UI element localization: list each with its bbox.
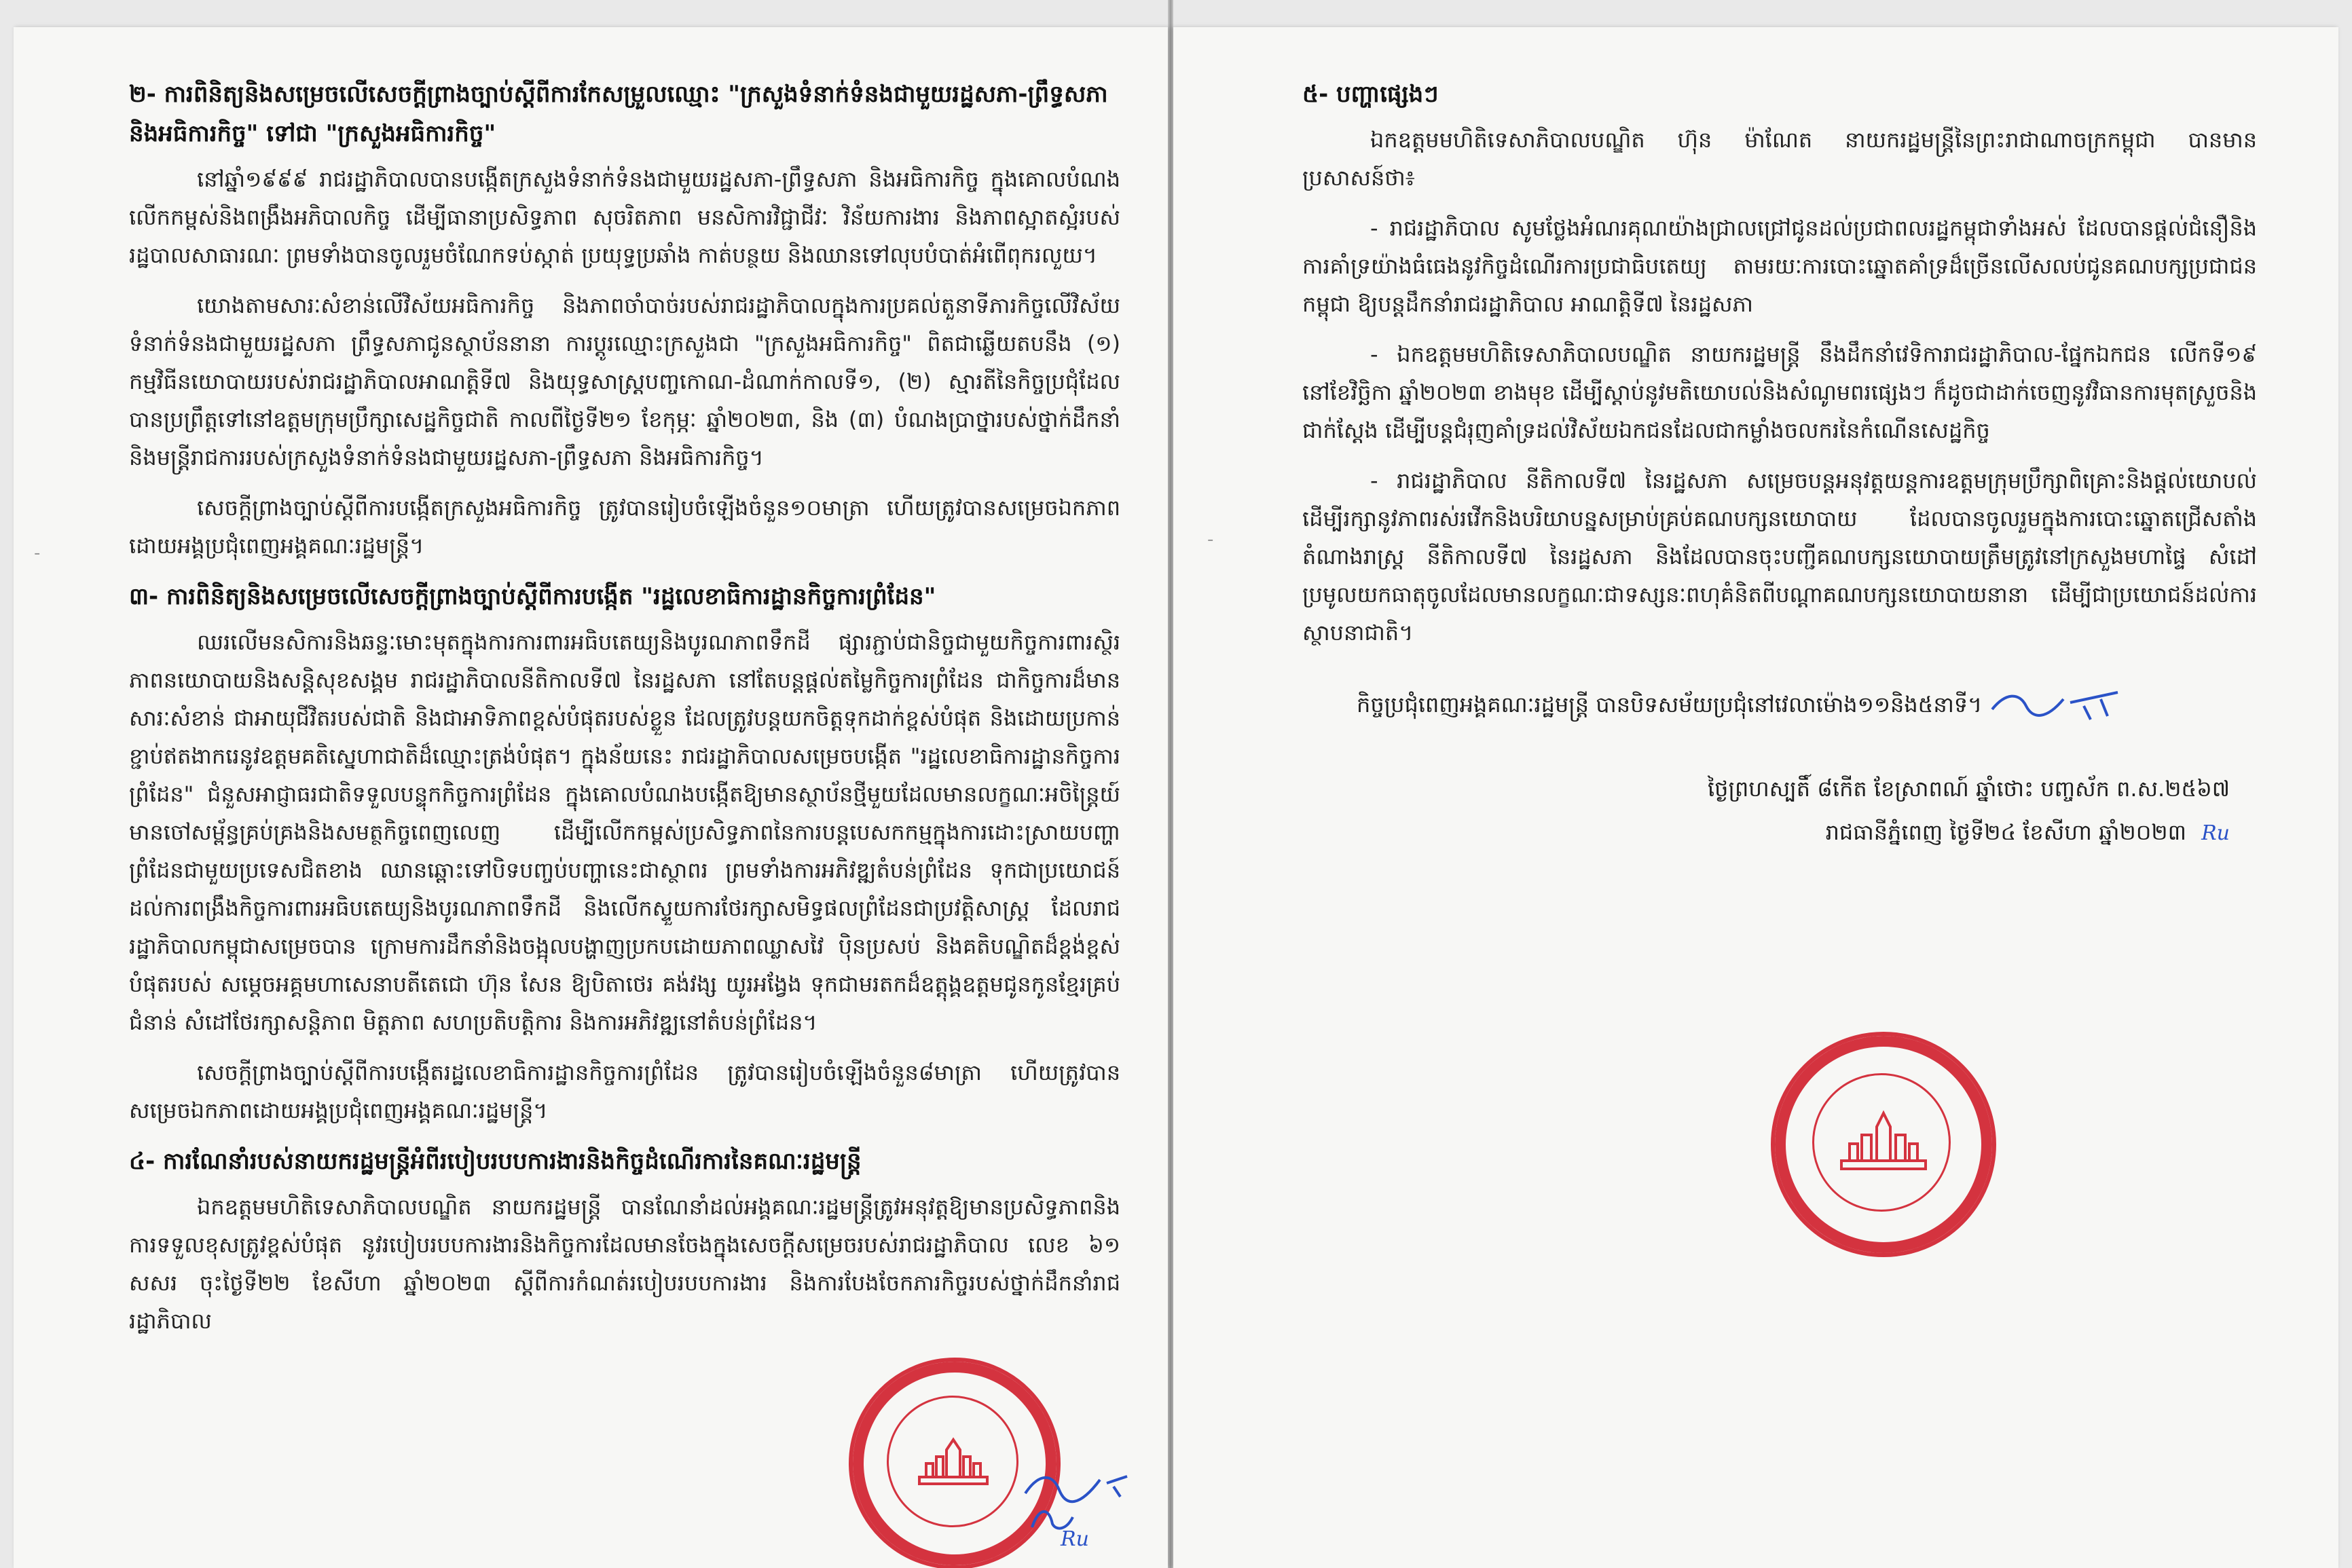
solar-date-line bbox=[1302, 810, 2230, 855]
section-3-paragraph-2: សេចក្តីព្រាងច្បាប់ស្តីពីការបង្កើតរដ្ឋលេខាធិការដ្ឋានកិច្ចការព្រំដែន ត្រូវបានរៀបចំឡើងចំនួន៨មាត្រា ហើយត្រូវបានសម្រេចឯកភាពដោយអង្គប្រជុំពេញអង្គគណៈរដ្ឋមន្ត្រី។ bbox=[129, 1060, 1120, 1123]
right-page-mark: - bbox=[1207, 529, 1214, 550]
section-5-paragraph-2: - ឯកឧត្តមមហិតិទេសាភិបាលបណ្ឌិត នាយករដ្ឋមន្ត្រី នឹងដឹកនាំវេទិការាជរដ្ឋាភិបាល-ផ្នែកឯកជន លើកទី១៩ នៅខែវិច្ឆិកា ឆ្នាំ២០២៣ ខាងមុខ ដើម្បីស្តាប់នូវមតិយោបល់និងសំណូមពរផ្សេងៗ ក៏ដូចជាដាក់ចេញនូវវិធានការមុតស្រួចនិងជាក់ស្តែង ដើម្បីបន្តជំរុញគាំទ្រដល់វិស័យឯកជនដែលជាកម្លាំងចលករនៃកំណើនសេដ្ឋកិច្ច bbox=[1302, 341, 2257, 443]
handwritten-initials-icon bbox=[1989, 686, 2125, 726]
section-3-heading: ៣- ការពិនិត្យនិងសម្រេចលើសេចក្តីព្រាងច្បាប់ស្តីពីការបង្កើត "រដ្ឋលេខាធិការដ្ឋានកិច្ចការព្រំដែន" bbox=[129, 583, 936, 610]
temple-emblem-icon bbox=[913, 1430, 994, 1491]
left-page bbox=[14, 27, 1168, 1568]
section-2-paragraph-1: នៅឆ្នាំ១៩៩៩ រាជរដ្ឋាភិបាលបានបង្កើតក្រសួងទំនាក់ទំនងជាមួយរដ្ឋសភា-ព្រឹទ្ធសភា និងអធិការកិច្ច ក្នុងគោលបំណងលើកកម្ពស់និងពង្រឹងអភិបាលកិច្ច ដើម្បីធានាប្រសិទ្ធភាព សុចរិតភាព មនសិការវិជ្ជាជីវៈ វិន័យការងារ និងភាពស្អាតស្អំរបស់រដ្ឋបាលសាធារណៈ ព្រមទាំងបានចូលរួមចំណែកទប់ស្កាត់ ប្រយុទ្ធប្រឆាំង កាត់បន្ថយ និងឈានទៅលុបបំបាត់អំពើពុករលួយ។ bbox=[129, 166, 1120, 268]
signature-date-block bbox=[1302, 767, 2257, 855]
section-4-paragraph-1: ឯកឧត្តមមហិតិទេសាភិបាលបណ្ឌិត នាយករដ្ឋមន្ត្រី បានណែនាំដល់អង្គគណៈរដ្ឋមន្ត្រីត្រូវអនុវត្តឱ្យមានប្រសិទ្ធភាពនិងការទទួលខុសត្រូវខ្ពស់បំផុត នូវរបៀបរបបការងារនិងកិច្ចការដែលមានចែងក្នុងសេចក្តីសម្រេចរបស់រាជរដ្ឋាភិបាល លេខ ៦១ សសរ ចុះថ្ងៃទី២២ ខែសីហា ឆ្នាំ២០២៣ ស្តីពីការកំណត់របៀបរបបការងារ និងការបែងចែកភារកិច្ចរបស់ថ្នាក់ដឹកនាំរាជរដ្ឋាភិបាល bbox=[129, 1194, 1120, 1334]
section-4 bbox=[129, 1142, 1120, 1340]
section-4-heading: ៤- ការណែនាំរបស់នាយករដ្ឋមន្ត្រីអំពីរបៀបរបបការងារនិងកិច្ចដំណើរការនៃគណៈរដ្ឋមន្ត្រី bbox=[129, 1148, 862, 1175]
solar-date: រាជធានីភ្នំពេញ ថ្ងៃទី២៤ ខែសីហា ឆ្នាំ២០២៣ bbox=[1825, 819, 2186, 845]
section-5-intro: ឯកឧត្តមមហិតិទេសាភិបាលបណ្ឌិត ហ៊ុន ម៉ាណែត នាយករដ្ឋមន្ត្រីនៃព្រះរាជាណាចក្រកម្ពុជា បានមានប្រសាសន៍ថា៖ bbox=[1302, 127, 2257, 191]
lunar-date: ថ្ងៃព្រហស្បតិ៍ ៨កើត ខែស្រាពណ៍ ឆ្នាំថោះ បញ្ចស័ក ព.ស.២៥៦៧ bbox=[1707, 776, 2230, 802]
angkor-temple-emblem-icon bbox=[1836, 1106, 1931, 1174]
section-5-paragraph-1: - រាជរដ្ឋាភិបាល សូមថ្លែងអំណរគុណយ៉ាងជ្រាលជ្រៅជូនដល់ប្រជាពលរដ្ឋកម្ពុជាទាំងអស់ ដែលបានផ្តល់ជំនឿនិងការគាំទ្រយ៉ាងធំធេងនូវកិច្ចដំណើរការប្រជាធិបតេយ្យ តាមរយៈការបោះឆ្នោតគាំទ្រដ៏ច្រើនលើសលប់ជូនគណបក្សប្រជាជនកម្ពុជា ឱ្យបន្តដឹកនាំរាជរដ្ឋាភិបាល អាណត្តិទី៧ នៃរដ្ឋសភា bbox=[1302, 215, 2257, 317]
section-3 bbox=[129, 577, 1120, 1130]
left-initial-text: Ru bbox=[1061, 1527, 1089, 1551]
left-page-mark: - bbox=[34, 543, 41, 563]
section-2 bbox=[129, 75, 1120, 565]
meeting-closing-line bbox=[1302, 686, 2257, 726]
section-2-heading: ២- ការពិនិត្យនិងសម្រេចលើសេចក្តីព្រាងច្បាប់ស្តីពីការកែសម្រួលឈ្មោះ "ក្រសួងទំនាក់ទំនងជាមួយរដ្ឋសភា-ព្រឹទ្ធសភា និងអធិការកិច្ច" ទៅជា "ក្រសួងអធិការកិច្ច" bbox=[129, 81, 1108, 147]
right-initial-text: Ru bbox=[2201, 821, 2230, 845]
section-5-paragraph-3: - រាជរដ្ឋាភិបាល នីតិកាលទី៧ នៃរដ្ឋសភា សម្រេចបន្តអនុវត្តយន្តការឧត្តមក្រុមប្រឹក្សាពិគ្រោះនិងផ្តល់យោបល់ ដើម្បីរក្សានូវភាពរស់រវើកនិងបរិយាបន្នសម្រាប់គ្រប់គណបក្សនយោបាយ ដែលបានចូលរួមក្នុងការបោះឆ្នោតជ្រើសតាំងតំណាងរាស្ត្រ នីតិកាលទី៧ នៃរដ្ឋសភា និងដែលបានចុះបញ្ជីគណបក្សនយោបាយត្រឹមត្រូវនៅក្រសួងមហាផ្ទៃ សំដៅប្រមូលយកធាតុចូលដែលមានលក្ខណៈជាទស្សនៈពហុគំនិតពីបណ្តាគណបក្សនយោបាយនានា ដើម្បីជាប្រយោជន៍ដល់ការស្ថាបនាជាតិ។ bbox=[1302, 468, 2257, 646]
right-page bbox=[1173, 27, 2338, 1568]
section-2-paragraph-2: យោងតាមសារៈសំខាន់លើវិស័យអធិការកិច្ច និងភាពចាំបាច់របស់រាជរដ្ឋាភិបាលក្នុងការប្រគល់តួនាទីភារកិច្ចលើវិស័យទំនាក់ទំនងជាមួយរដ្ឋសភា ព្រឹទ្ធសភាជូនស្ថាប័ននានា ការប្តូរឈ្មោះក្រសួងជា "ក្រសួងអធិការកិច្ច" ពិតជាឆ្លើយតបនឹង (១) កម្មវិធីនយោបាយរបស់រាជរដ្ឋាភិបាលអាណត្តិទី៧ និងយុទ្ធសាស្ត្របញ្ចកោណ-ដំណាក់កាលទី១, (២) ស្មារតីនៃកិច្ចប្រជុំដែលបានប្រព្រឹត្តទៅនៅឧត្តមក្រុមប្រឹក្សាសេដ្ឋកិច្ចជាតិ កាលពីថ្ងៃទី២១ ខែកុម្ភៈ ឆ្នាំ២០២៣, និង (៣) បំណងប្រាថ្នារបស់ថ្នាក់ដឹកនាំនិងមន្ត្រីរាជការរបស់ក្រសួងទំនាក់ទំនងជាមួយរដ្ឋសភា-ព្រឹទ្ធសភា និងអធិការកិច្ច។ bbox=[129, 293, 1121, 470]
seal-stamp-right bbox=[1771, 1032, 1996, 1257]
section-3-paragraph-1: ឈរលើមនសិការនិងឆន្ទៈមោះមុតក្នុងការការពារអធិបតេយ្យនិងបូរណភាពទឹកដី ផ្សារភ្ជាប់ជានិច្ចជាមួយកិច្ចការពារស្ថិរភាពនយោបាយនិងសន្តិសុខសង្គម រាជរដ្ឋាភិបាលនីតិកាលទី៧ នៃរដ្ឋសភា នៅតែបន្តផ្តល់តម្លៃកិច្ចការព្រំដែន ជាកិច្ចការដ៏មានសារៈសំខាន់ ជាអាយុជីវិតរបស់ជាតិ និងជាអាទិភាពខ្ពស់បំផុតរបស់ខ្លួន ដែលត្រូវបន្តយកចិត្តទុកដាក់ខ្ពស់បំផុត និងដោយប្រកាន់ខ្ជាប់ឥតងាករេនូវឧត្តមគតិស្នេហាជាតិដ៏ឈ្មោះត្រង់បំផុត។ ក្នុងន័យនេះ រាជរដ្ឋាភិបាលសម្រេចបង្កើត "រដ្ឋលេខាធិការដ្ឋានកិច្ចការព្រំដែន" ជំនួសអាជ្ញាធរជាតិទទួលបន្ទុកកិច្ចការព្រំដែន ក្នុងគោលបំណងបង្កើតឱ្យមានស្ថាប័នថ្មីមួយដែលមានលក្ខណៈអចិន្ត្រៃយ៍ មានចៅសម្ព័ន្ធគ្រប់គ្រងនិងសមត្ថកិច្ចពេញលេញ ដើម្បីលើកកម្ពស់ប្រសិទ្ធភាពនៃការបន្តបេសកកម្មក្នុងការដោះស្រាយបញ្ហាព្រំដែនជាមួយប្រទេសជិតខាង ឈានឆ្ពោះទៅបិទបញ្ចប់បញ្ហានេះជាស្ថាពរ ព្រមទាំងការអភិវឌ្ឍតំបន់ព្រំដែន ទុកជាប្រយោជន៍ដល់ការពង្រឹងកិច្ចការពារអធិបតេយ្យនិងបូរណភាពទឹកដី និងលើកស្ទួយការថែរក្សាសមិទ្ធផលព្រំដែនជាប្រវត្តិសាស្ត្រ ដែលរាជរដ្ឋាភិបាលកម្ពុជាសម្រេចបាន ក្រោមការដឹកនាំនិងចង្អុលបង្ហាញប្រកបដោយភាពឈ្លាសវៃ ប៉ិនប្រសប់ និងគតិបណ្ឌិតដ៏ខ្ពង់ខ្ពស់បំផុតរបស់ សម្តេចអគ្គមហាសេនាបតីតេជោ ហ៊ុន សែន ឱ្យបិតាថេរ គង់វង្ស យូរអង្វែង ទុកជាមរតកដ៏ឧត្តុង្គឧត្តមជូនកូនខ្មែរគ្រប់ជំនាន់ សំដៅថែរក្សាសន្តិភាព មិត្តភាព សហប្រតិបត្តិការ និងការអភិវឌ្ឍនៅតំបន់ព្រំដែន។ bbox=[129, 629, 1120, 1035]
section-2-paragraph-3: សេចក្តីព្រាងច្បាប់ស្តីពីការបង្កើតក្រសួងអធិការកិច្ច ត្រូវបានរៀបចំឡើងចំនួន១០មាត្រា ហើយត្រូវបានសម្រេចឯកភាពដោយអង្គប្រជុំពេញអង្គគណៈរដ្ឋមន្ត្រី។ bbox=[129, 495, 1120, 559]
page-spine bbox=[1168, 0, 1173, 1568]
meeting-closing-text: កិច្ចប្រជុំពេញអង្គគណៈរដ្ឋមន្ត្រី បានបិទសម័យប្រជុំនៅវេលាម៉ោង១១និង៥នាទី។ bbox=[1357, 692, 1983, 717]
section-5-heading: ៥- បញ្ហាផ្សេងៗ bbox=[1302, 81, 1439, 108]
